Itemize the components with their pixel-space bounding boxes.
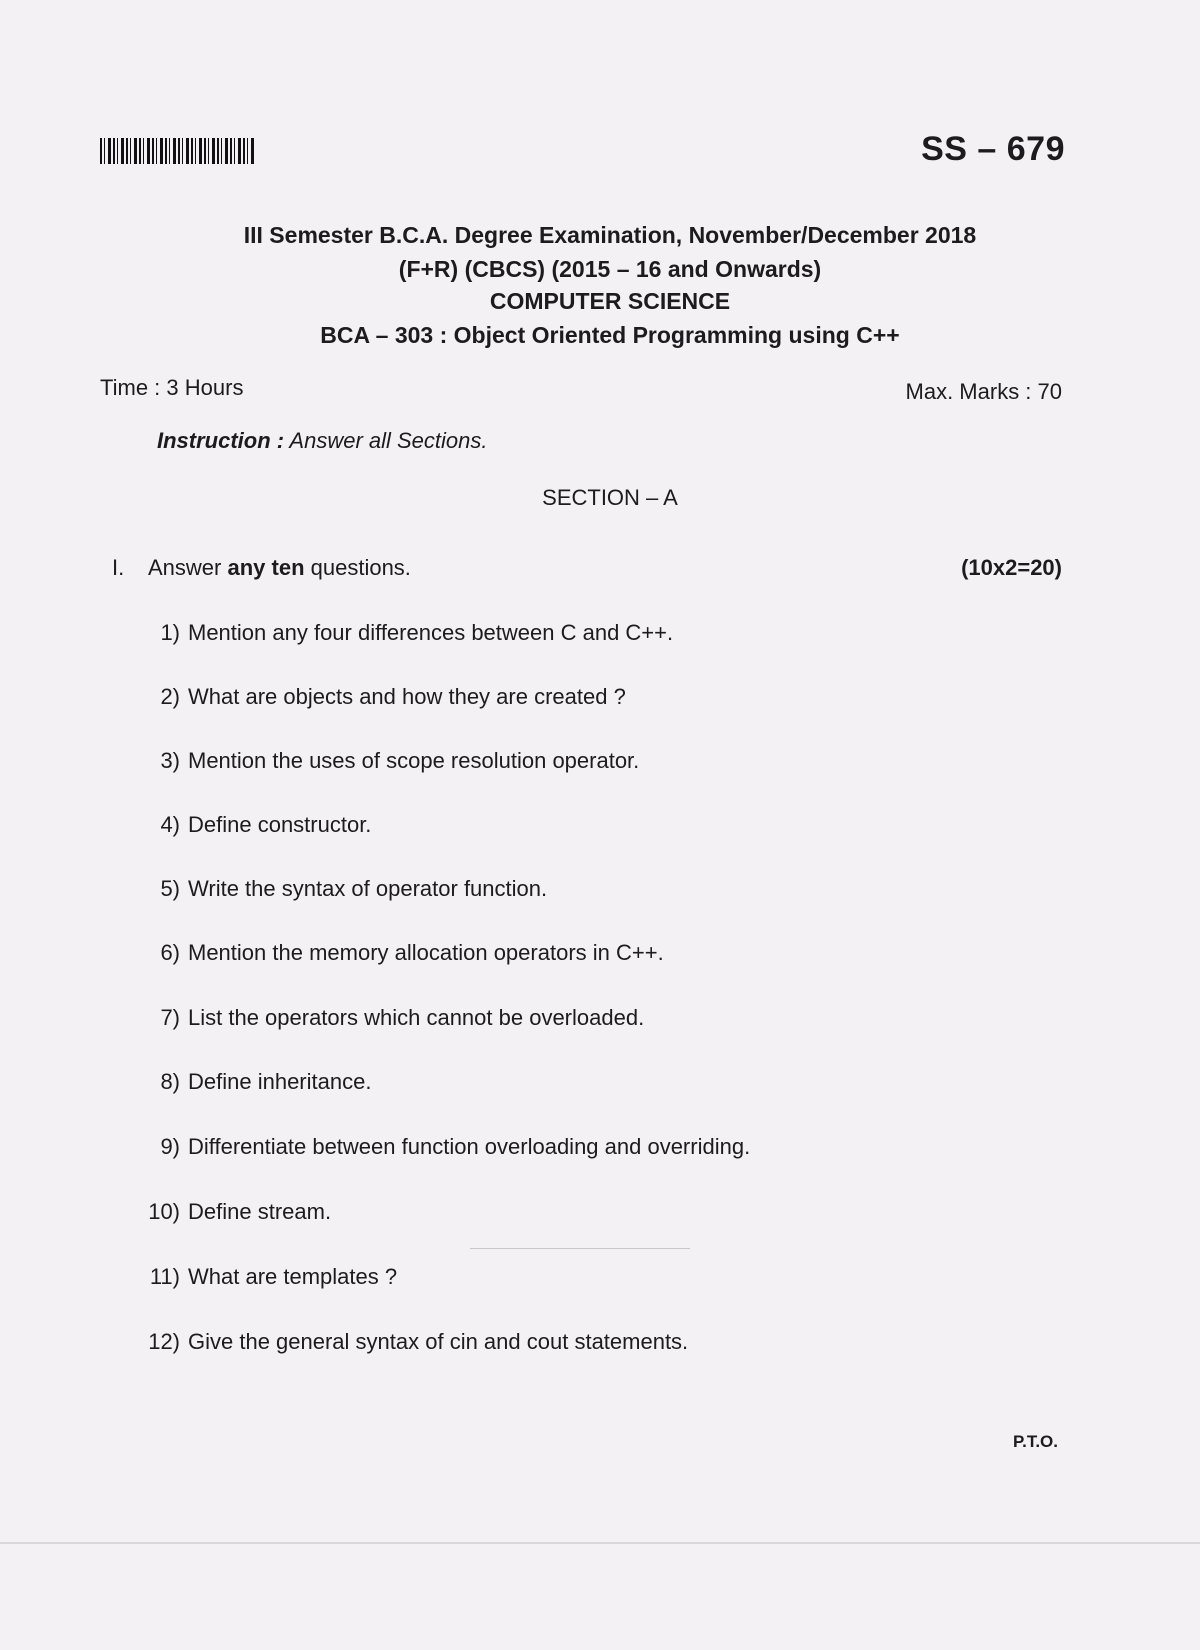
question-text: Define inheritance. xyxy=(188,1069,372,1094)
question-text: What are templates ? xyxy=(188,1264,398,1289)
max-marks: Max. Marks : 70 xyxy=(905,379,1062,404)
subject: COMPUTER SCIENCE xyxy=(489,288,731,314)
question-item xyxy=(130,684,626,710)
question-text: Mention any four differences between C and C++. xyxy=(188,620,674,645)
prompt-post: questions. xyxy=(304,555,411,580)
exam-title: III Semester B.C.A. Degree Examination, November/December 2018 xyxy=(243,222,977,248)
question-item xyxy=(130,1134,750,1160)
question-text: Give the general syntax of cin and cout statements. xyxy=(188,1329,689,1354)
question-number: 9) xyxy=(160,1134,180,1159)
question-item xyxy=(130,1199,331,1225)
question-item xyxy=(130,1264,397,1290)
question-item xyxy=(130,1005,644,1031)
paper-code: SS – 679 xyxy=(921,130,1065,168)
question-number: 4) xyxy=(160,812,180,837)
question-number: 3) xyxy=(160,748,180,773)
question-text: Define constructor. xyxy=(188,812,372,837)
question-text: Define stream. xyxy=(188,1199,332,1224)
question-text: Write the syntax of operator function. xyxy=(188,876,548,901)
question-item xyxy=(130,620,673,646)
question-group-heading xyxy=(112,555,1062,581)
question-number: 10) xyxy=(148,1199,180,1224)
question-text: List the operators which cannot be overloaded. xyxy=(188,1005,645,1030)
marks-scheme: (10x2=20) xyxy=(961,555,1062,580)
question-text: Mention the uses of scope resolution operator. xyxy=(188,748,640,773)
question-number: 1) xyxy=(160,620,180,645)
section-title: SECTION – A xyxy=(542,485,678,510)
question-item xyxy=(130,812,371,838)
question-number: 7) xyxy=(160,1005,180,1030)
question-item xyxy=(130,1069,371,1095)
question-number: 2) xyxy=(160,684,180,709)
question-text: What are objects and how they are created ? xyxy=(188,684,626,709)
question-text: Mention the memory allocation operators in C++. xyxy=(188,940,664,965)
course-title: BCA – 303 : Object Oriented Programming using C++ xyxy=(320,322,900,348)
question-number: 6) xyxy=(160,940,180,965)
divider xyxy=(470,1248,690,1249)
barcode xyxy=(100,138,256,164)
question-number: 5) xyxy=(160,876,180,901)
question-text: Differentiate between function overloading and overriding. xyxy=(188,1134,751,1159)
exam-scheme: (F+R) (CBCS) (2015 – 16 and Onwards) xyxy=(398,256,822,282)
instruction-text: Answer all Sections. xyxy=(289,428,488,453)
question-item xyxy=(130,940,664,966)
time-limit: Time : 3 Hours xyxy=(100,375,244,400)
question-item xyxy=(130,1329,688,1355)
part-number: I. xyxy=(112,555,125,580)
instruction-label: Instruction : xyxy=(157,428,285,453)
question-number: 8) xyxy=(160,1069,180,1094)
prompt-bold: any ten xyxy=(227,555,305,580)
page-turn-note: P.T.O. xyxy=(1012,1432,1058,1451)
question-number: 12) xyxy=(148,1329,180,1354)
instruction xyxy=(157,428,488,454)
question-item xyxy=(130,876,547,902)
question-number: 11) xyxy=(149,1264,180,1289)
question-item xyxy=(130,748,639,774)
scan-edge xyxy=(0,1542,1200,1544)
prompt-pre: Answer xyxy=(148,555,228,580)
